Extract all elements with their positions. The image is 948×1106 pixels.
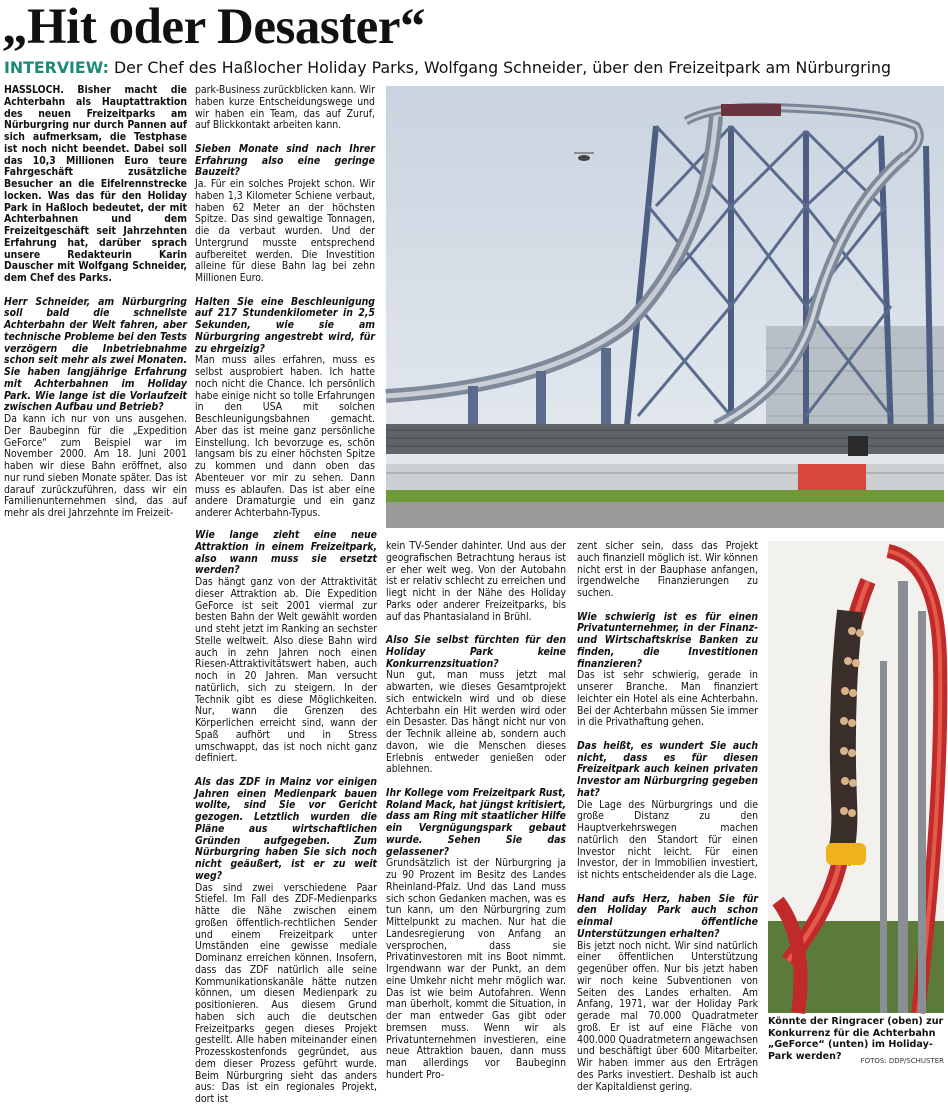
question-4: Wie lange zieht eine neue Attraktion in einem Freizeitpark, also wann muss sie ersetzt werden? xyxy=(195,529,377,577)
dateline: HASSLOCH. xyxy=(4,84,64,96)
photo-credit: FOTOS: DDP/SCHUSTER xyxy=(860,1057,944,1065)
question-5: Als das ZDF in Mainz vor einigen Jahren einen Medienpark bauen wollte, sind Sie vor Gericht gezogen. Letztlich wurden die Pläne aus wirtschaftlichen Gründen aufgegeben. Zum Nürburgring haben Sie sich noch nicht geäußert, ist er zu weit weg? xyxy=(195,775,377,882)
intro-paragraph xyxy=(4,85,187,285)
geforce-illustration xyxy=(768,541,944,1013)
answer-1-continued: park-Business zurückblicken kann. Wir haben kurze Entscheidungswege und wir haben ein Team, das auf Zuruf, auf Blickkontakt arbeiten kann. xyxy=(195,84,375,132)
photo-caption: Könnte der Ringracer (oben) zur Konkurrenz für die Achterbahn „GeForce“ (unten) im Holiday-Park werden? xyxy=(768,1016,944,1062)
answer-9: Die Lage des Nürburgrings und die große Distanz zu den Hauptverkehrswegen machen natürlich den Standort für einen Investor nicht leicht. Für einen Investor, der in Immobilien investiert, ist nichts entscheidender als die Lage. xyxy=(577,798,758,881)
answer-7-continued: zent sicher sein, dass das Projekt auch finanziell möglich ist. Wir können nicht erst in der Bauphase anfangen, irgendwelche Finanzierungen zu suchen. xyxy=(577,540,758,599)
answer-4: Das hängt ganz von der Attraktivität dieser Attraktion ab. Die Expedition GeForce ist seit 2001 viermal zur besten Bahn der Welt gewählt worden und steht jetzt im Ranking an sechster Stelle weltweit. Also diese Bahn wird auch in zehn Jahren noch einen Riesen-Attraktivitätswert haben, auch noch in 20 Jahren. Man versucht natürlich, sich zu steigern. In der Technik gibt es diese Möglichkeiten. Nur, wann die Grenzen des Körperlichen erreicht sind, wann der Spaß aufhört und in Stress umschwappt, das ist noch nicht ganz definiert. xyxy=(195,576,377,765)
answer-6: Nun gut, man muss jetzt mal abwarten, wie dieses Gesamtprojekt sich entwickeln wird und ob diese Achterbahn ein Hit werden wird oder ein Desaster. Das hängt nicht nur von der Technik alleine ab, sondern auch davon, wie die Menschen dieses Erlebnis entweder genießen oder ablehnen. xyxy=(386,669,566,776)
question-10: Hand aufs Herz, haben Sie für den Holiday Park auch schon einmal öffentliche Unterstützungen erhalten? xyxy=(577,892,758,940)
ringracer-illustration xyxy=(386,86,944,528)
headline: „Hit oder Desaster“ xyxy=(2,0,425,55)
geforce-photo xyxy=(768,541,944,1013)
answer-3: Man muss alles erfahren, muss es selbst ausprobiert haben. Ich hatte noch nicht die Chance. Ich persönlich habe einige nicht so tolle Erfahrungen in den USA mit solchen Beschleunigungsbahnen gemacht. Aber das ist meine ganz persönliche Einstellung. Ich bevorzuge es, schön langsam bis zu einer höchsten Spitze zu kommen und dann oben das Abenteuer vor mir zu sehen. Dann muss es ablaufen. Das ist aber eine andere Dramaturgie und ein ganz anderer Achterbahn-Typus. xyxy=(195,354,375,519)
column-5 xyxy=(577,540,758,1093)
question-8: Wie schwierig ist es für einen Privatunternehmer, in der Finanz- und Wirtschaftskrise Banken zu finden, die Investitionen finanzieren? xyxy=(577,610,758,670)
column-3 xyxy=(195,529,377,1105)
intro-text: Bisher macht die Achterbahn als Hauptattraktion des neuen Freizeitparks am Nürburgring nur durch Pannen auf sich aufmerksam, die Testphase ist noch nicht beendet. Dabei soll das 10,3 Millionen Euro teure Fahrgeschäft zusätzliche Besucher an die Eifelrennstrecke locken. Was das für den Holiday Park in Haßloch bedeutet, der mit Achterbahnen und dem Freizeitgeschäft seit Jahrzehnten Erfahrung hat, darüber sprach unsere Redakteurin Karin Dauscher mit Wolfgang Schneider, dem Chef des Parks. xyxy=(4,84,187,284)
answer-5: Das sind zwei verschiedene Paar Stiefel. Im Fall des ZDF-Medienparks hätte die Nähe zwischen einem großen öffentlich-rechtlichen Sender und einem Freizeitpark unter Umständen eine gewisse mediale Dominanz erreichen können. Insofern, dass das ZDF natürlich alle seine Kommunikationskanäle hätte nutzen können, um diesen Medienpark zu positionieren. Aus diesem Grund haben sich auch die deutschen Freizeitparks gegen dieses Projekt gestellt. Alle haben miteinander einen Prozesskostenfonds gegründet, aus dem dieser Prozess geführt wurde. Beim Nürburgring sieht das anders aus: Das ist ein regionales Projekt, dort ist xyxy=(195,881,377,1105)
kicker xyxy=(4,57,944,79)
answer-8: Das ist sehr schwierig, gerade in unserer Branche. Man finanziert leichter ein Hotel als eine Achterbahn. Bei der Achterbahn müssen Sie immer in die Privathaftung gehen. xyxy=(577,669,758,729)
column-2 xyxy=(195,84,375,519)
answer-10: Bis jetzt noch nicht. Wir sind natürlich einer öffentlichen Unterstützung gegenüber offen. Nur bis jetzt haben wir noch keine Subventionen von Seiten des Landes erhalten. Am Anfang, 1971, war der Holiday Park gerade mal 70.000 Quadratmeter groß. Er ist auf eine Fläche von 400.000 Quadratmetern angewachsen und beschäftigt über 600 Mitarbeiter. Wir haben immer aus den Erträgen des Parks investiert. Deshalb ist auch der Kapitaldienst gering. xyxy=(577,939,758,1093)
ringracer-photo xyxy=(386,86,944,528)
answer-7: Grundsätzlich ist der Nürburgring ja zu 90 Prozent im Besitz des Landes Rheinland-Pfalz. Und das Land muss sich schon Gedanken machen, was es tun kann, um den Nürburgring zum Mittelpunkt zu machen. Nur hat die Landesregierung von Anfang an versprochen, dass sie Privatinvestoren mit ins Boot nimmt. Irgendwann war der Punkt, an dem eine Umkehr nicht mehr möglich war. Das ist wie beim Autofahren. Wenn man überholt, kommt die Situation, in der man entweder Gas gibt oder bremsen muss. Wenn wir als Privatunternehmen investieren, eine neue Attraktion bauen, dann muss man allerdings vor Baubeginn hundert Pro- xyxy=(386,857,566,1081)
column-1 xyxy=(4,84,187,519)
question-6: Also Sie selbst fürchten für den Holiday Park keine Konkurrenzsituation? xyxy=(386,634,566,670)
answer-2: Ja. Für ein solches Projekt schon. Wir haben 1,3 Kilometer Schiene verbaut, haben 62 Meter an der höchsten Spitze. Das sind gewaltige Tonnagen, die da verbaut wurden. Und der Untergrund musste entsprechend aufbereitet werden. Die Investition alleine für diese Bahn lag bei zehn Millionen Euro. xyxy=(195,178,375,284)
answer-5-continued: kein TV-Sender dahinter. Und aus der geografischen Betrachtung heraus ist er eher weit weg. Von der Autobahn ist er relativ schlecht zu erreichen und liegt nicht in der Nähe des Holiday Parks oder anderer Freizeitparks, bis auf das Phantasialand in Brühl. xyxy=(386,540,566,623)
kicker-tag: INTERVIEW: xyxy=(4,58,109,77)
question-2: Sieben Monate sind nach Ihrer Erfahrung also eine geringe Bauzeit? xyxy=(195,142,375,179)
question-1: Herr Schneider, am Nürburgring soll bald die schnellste Achterbahn der Welt fahren, aber technische Probleme bei den Tests verzögern die Inbetriebnahme schon seit mehr als zwei Monaten. Sie haben langjährige Erfahrung mit Achterbahnen im Holiday Park. Wie lange ist die Vorlaufzeit zwischen Aufbau und Betrieb? xyxy=(4,295,187,414)
kicker-text: Der Chef des Haßlocher Holiday Parks, Wolfgang Schneider, über den Freizeitpark am Nürburgring xyxy=(108,58,892,77)
question-9: Das heißt, es wundert Sie auch nicht, dass es für diesen Freizeitpark auch keinen privaten Investor am Nürburgring gegeben hat? xyxy=(577,739,758,799)
answer-1: Da kann ich nur von uns ausgehen. Der Baubeginn für die „Expedition GeForce“ zum Beispiel war im November 2000. Am 18. Juni 2001 haben wir diese Bahn eröffnet, also nur rund sieben Monate später. Das ist darauf zurückzuführen, dass wir ein Familienunternehmen sind, das auf mehr als drei Jahrzehnte im Freizeit- xyxy=(4,413,187,519)
question-3: Halten Sie eine Beschleunigung auf 217 Stundenkilometer in 2,5 Sekunden, wie sie am Nürburgring angestrebt wird, für zu ehrgeizig? xyxy=(195,295,375,355)
column-4 xyxy=(386,540,567,1081)
question-7: Ihr Kollege vom Freizeitpark Rust, Roland Mack, hat jüngst kritisiert, dass am Ring mit staatlicher Hilfe ein Vergnügungspark gebaut wurde. Sehen Sie das gelassener? xyxy=(386,786,567,858)
